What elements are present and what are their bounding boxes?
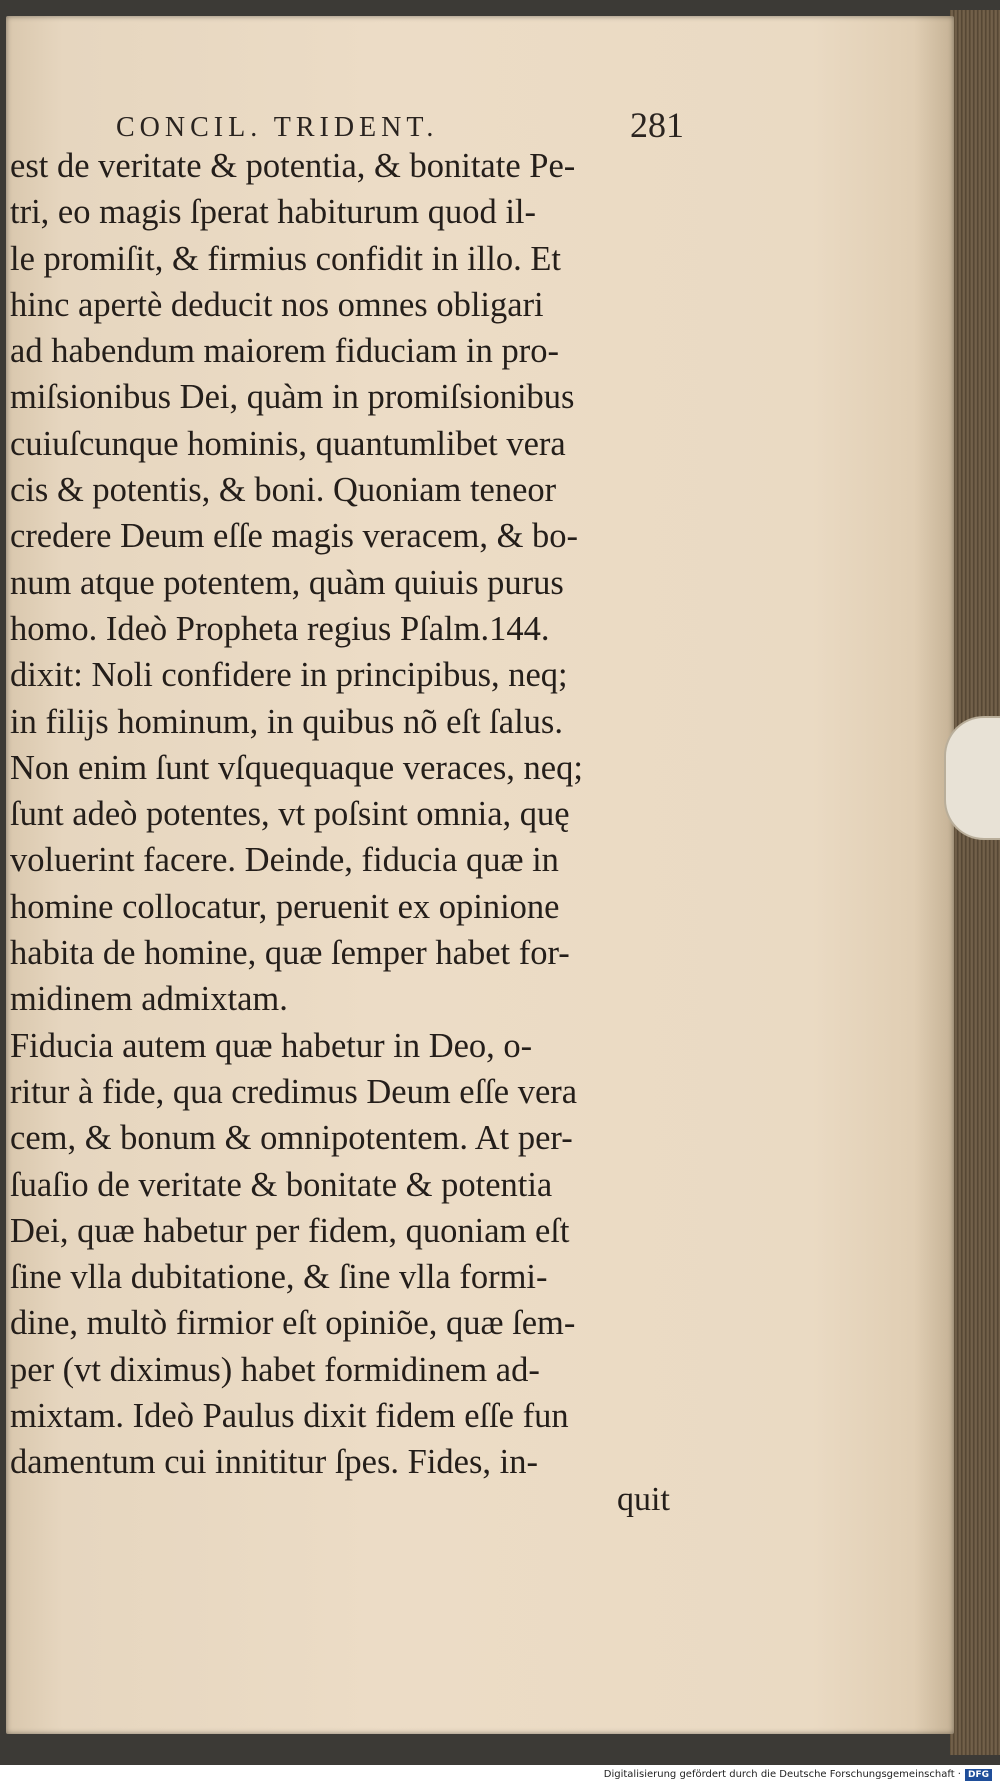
text-line: ad habendum maiorem fiduciam in pro- [10, 332, 559, 371]
text-line: le promiſit, & firmius confidit in illo. Et [10, 239, 561, 278]
text-line: mixtam. Ideò Paulus dixit fidem eſſe fun [10, 1397, 569, 1436]
dfg-logo: DFG [965, 1769, 992, 1781]
page-number: 281 [630, 105, 684, 145]
text-line: cuiuſcunque hominis, quantumlibet vera [10, 424, 566, 463]
text-line: credere Deum eſſe magis veracem, & bo- [10, 517, 579, 556]
body-text [10, 143, 700, 1486]
text-line: cis & potentis, & boni. Quoniam teneor [10, 471, 557, 510]
text-line: homine collocatur, peruenit ex opinione [10, 887, 560, 926]
page-shading [914, 16, 954, 1734]
text-line: est de veritate & potentia, & bonitate Pe- [10, 147, 576, 185]
text-line: ſine vlla dubitatione, & ſine vlla formi- [10, 1258, 548, 1297]
text-line: Dei, quæ habetur per fidem, quoniam eſt [10, 1211, 570, 1250]
running-head: CONCIL. TRIDENT. [116, 112, 439, 143]
text-line: Fiducia autem quæ habetur in Deo, o- [10, 1026, 533, 1065]
text-line: voluerint facere. Deinde, fiducia quæ in [10, 841, 559, 880]
text-line: Non enim ſunt vſquequaque veraces, neq; [10, 748, 583, 787]
text-line: in filijs hominum, in quibus nõ eſt ſalus. [10, 702, 563, 741]
text-line: homo. Ideò Propheta regius Pſalm.144. [10, 609, 550, 648]
text-line: miſsionibus Dei, quàm in promiſsionibus [10, 378, 575, 417]
text-line: cem, & bonum & omnipotentem. At per- [10, 1119, 573, 1158]
text-line: midinem admixtam. [10, 980, 288, 1019]
digitization-credit [604, 1766, 992, 1783]
text-line: num atque potentem, quàm quiuis purus [10, 563, 564, 602]
page-tab [944, 716, 1000, 840]
text-line: dine, multò firmior eſt opiniõe, quæ ſem- [10, 1304, 576, 1343]
catchword: quit [617, 1481, 670, 1518]
text-line: tri, eo magis ſperat habiturum quod il- [10, 193, 537, 232]
credit-text: Digitalisierung gefördert durch die Deutsche Forschungsgemeinschaft · [603, 1769, 961, 1780]
text-line: ſuaſio de veritate & bonitate & potentia [10, 1165, 553, 1204]
text-line: ritur à fide, qua credimus Deum eſſe vera [10, 1072, 578, 1111]
text-line: per (vt diximus) habet formidinem ad- [10, 1350, 540, 1389]
text-line: dixit: Noli confidere in principibus, neq; [10, 656, 568, 695]
text-line: hinc apertè deducit nos omnes obligari [10, 285, 544, 324]
text-line: habita de homine, quæ ſemper habet for- [10, 934, 570, 973]
text-line: damentum cui innititur ſpes. Fides, in- [10, 1443, 538, 1482]
text-line: ſunt adeò potentes, vt poſsint omnia, quę [10, 795, 570, 834]
book-edge [950, 10, 1000, 1755]
